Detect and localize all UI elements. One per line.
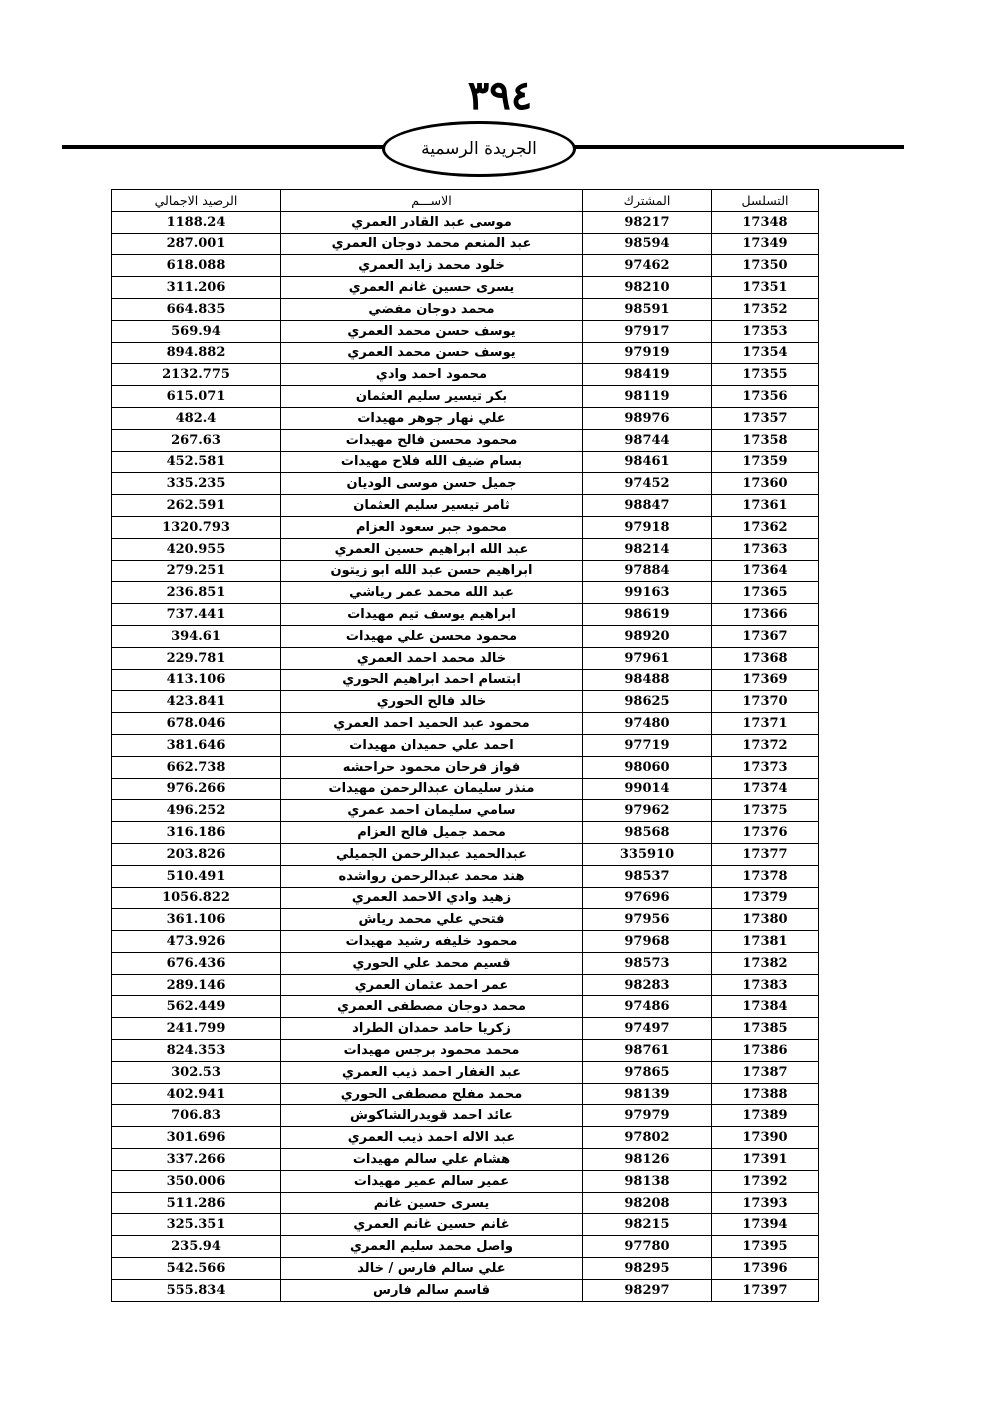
table-row [112, 952, 819, 974]
name-cell: ابراهيم يوسف تيم مهيدات [281, 604, 583, 626]
serial-cell: 17356 [712, 386, 819, 408]
serial-cell: 17390 [712, 1127, 819, 1149]
subscriber-cell: 335910 [583, 843, 712, 865]
subscriber-cell: 98297 [583, 1279, 712, 1301]
subscriber-cell: 98591 [583, 298, 712, 320]
serial-cell: 17382 [712, 952, 819, 974]
balance-cell: 542.566 [112, 1258, 281, 1280]
table-row [112, 407, 819, 429]
serial-cell: 17360 [712, 473, 819, 495]
serial-cell: 17355 [712, 364, 819, 386]
serial-cell: 17387 [712, 1061, 819, 1083]
subscriber-cell: 97462 [583, 255, 712, 277]
name-cell: محمد جميل فالح العزام [281, 822, 583, 844]
subscriber-cell: 98976 [583, 407, 712, 429]
name-cell: قاسم سالم فارس [281, 1279, 583, 1301]
subscriber-cell: 98138 [583, 1170, 712, 1192]
table-header-row [112, 190, 819, 212]
table-row [112, 778, 819, 800]
balance-cell: 279.251 [112, 560, 281, 582]
subscriber-cell: 97979 [583, 1105, 712, 1127]
serial-cell: 17366 [712, 604, 819, 626]
subscriber-cell: 97884 [583, 560, 712, 582]
balance-cell: 473.926 [112, 931, 281, 953]
publication-title: الجريدة الرسمية [421, 139, 537, 159]
balance-cell: 350.006 [112, 1170, 281, 1192]
balance-cell: 262.591 [112, 495, 281, 517]
name-cell: خلود محمد زايد العمري [281, 255, 583, 277]
name-cell: عبد المنعم محمد دوجان العمري [281, 233, 583, 255]
subscriber-cell: 98119 [583, 386, 712, 408]
subscriber-cell: 97696 [583, 887, 712, 909]
table-row [112, 342, 819, 364]
balance-cell: 615.071 [112, 386, 281, 408]
name-cell: عبد الله ابراهيم حسين العمري [281, 538, 583, 560]
balance-cell: 706.83 [112, 1105, 281, 1127]
serial-cell: 17351 [712, 277, 819, 299]
subscriber-cell: 98139 [583, 1083, 712, 1105]
subscriber-cell: 98210 [583, 277, 712, 299]
masthead-oval [382, 121, 576, 177]
subscriber-cell: 98619 [583, 604, 712, 626]
name-cell: محمود جبر سعود العزام [281, 516, 583, 538]
subscriber-cell: 97917 [583, 320, 712, 342]
subscriber-cell: 97497 [583, 1018, 712, 1040]
serial-cell: 17372 [712, 734, 819, 756]
balance-cell: 267.63 [112, 429, 281, 451]
serial-cell: 17368 [712, 647, 819, 669]
subscriber-cell: 98419 [583, 364, 712, 386]
balance-cell: 361.106 [112, 909, 281, 931]
name-cell: بكر تيسير سليم العثمان [281, 386, 583, 408]
serial-cell: 17370 [712, 691, 819, 713]
balance-cell: 413.106 [112, 669, 281, 691]
serial-cell: 17357 [712, 407, 819, 429]
balance-cell: 510.491 [112, 865, 281, 887]
balance-cell: 325.351 [112, 1214, 281, 1236]
balance-cell: 662.738 [112, 756, 281, 778]
serial-cell: 17352 [712, 298, 819, 320]
name-cell: فتحي علي محمد رياش [281, 909, 583, 931]
name-cell: عمير سالم عمير مهيدات [281, 1170, 583, 1192]
serial-cell: 17373 [712, 756, 819, 778]
subscriber-cell: 98744 [583, 429, 712, 451]
name-cell: عبدالحميد عبدالرحمن الجميلي [281, 843, 583, 865]
table-row [112, 255, 819, 277]
serial-cell: 17374 [712, 778, 819, 800]
balance-cell: 241.799 [112, 1018, 281, 1040]
table-row [112, 1105, 819, 1127]
table-row [112, 298, 819, 320]
serial-cell: 17397 [712, 1279, 819, 1301]
table-row [112, 538, 819, 560]
serial-cell: 17349 [712, 233, 819, 255]
balance-cell: 555.834 [112, 1279, 281, 1301]
name-cell: قسيم محمد علي الحوري [281, 952, 583, 974]
name-cell: يوسف حسن محمد العمري [281, 320, 583, 342]
subscriber-cell: 97780 [583, 1236, 712, 1258]
table-row [112, 582, 819, 604]
balance-cell: 381.646 [112, 734, 281, 756]
name-cell: هشام علي سالم مهيدات [281, 1149, 583, 1171]
serial-cell: 17394 [712, 1214, 819, 1236]
name-cell: يسرى حسين غانم [281, 1192, 583, 1214]
serial-cell: 17371 [712, 713, 819, 735]
table-row [112, 713, 819, 735]
table-row [112, 843, 819, 865]
serial-cell: 17377 [712, 843, 819, 865]
name-cell: عائد احمد قويدرالشاكوش [281, 1105, 583, 1127]
subscriber-cell: 97962 [583, 800, 712, 822]
name-cell: غانم حسين غانم العمري [281, 1214, 583, 1236]
subscriber-cell: 98568 [583, 822, 712, 844]
name-cell: زكريا حامد حمدان الطراد [281, 1018, 583, 1040]
subscriber-cell: 98214 [583, 538, 712, 560]
table-row [112, 1192, 819, 1214]
name-cell: عمر احمد عثمان العمري [281, 974, 583, 996]
table-row [112, 560, 819, 582]
serial-cell: 17350 [712, 255, 819, 277]
subscriber-table [111, 189, 819, 1302]
subscriber-cell: 97719 [583, 734, 712, 756]
subscriber-cell: 97961 [583, 647, 712, 669]
table-row [112, 473, 819, 495]
subscriber-cell: 98215 [583, 1214, 712, 1236]
serial-cell: 17381 [712, 931, 819, 953]
table-row [112, 625, 819, 647]
name-cell: محمد دوجان مصطفى العمري [281, 996, 583, 1018]
balance-cell: 337.266 [112, 1149, 281, 1171]
balance-cell: 824.353 [112, 1040, 281, 1062]
serial-cell: 17384 [712, 996, 819, 1018]
balance-cell: 236.851 [112, 582, 281, 604]
table-row [112, 211, 819, 233]
subscriber-cell: 97802 [583, 1127, 712, 1149]
table-row [112, 691, 819, 713]
balance-cell: 737.441 [112, 604, 281, 626]
subscriber-cell: 98847 [583, 495, 712, 517]
balance-cell: 664.835 [112, 298, 281, 320]
balance-cell: 894.882 [112, 342, 281, 364]
table-row [112, 604, 819, 626]
name-cell: زهيد وادي الاحمد العمري [281, 887, 583, 909]
name-cell: ثامر تيسير سليم العثمان [281, 495, 583, 517]
name-cell: يوسف حسن محمد العمري [281, 342, 583, 364]
balance-cell: 203.826 [112, 843, 281, 865]
balance-cell: 287.001 [112, 233, 281, 255]
table-row [112, 887, 819, 909]
subscriber-cell: 98625 [583, 691, 712, 713]
serial-cell: 17359 [712, 451, 819, 473]
table-row [112, 822, 819, 844]
subscriber-cell: 99014 [583, 778, 712, 800]
balance-cell: 335.235 [112, 473, 281, 495]
table-row [112, 996, 819, 1018]
name-cell: محمود محسن فالح مهيدات [281, 429, 583, 451]
balance-cell: 976.266 [112, 778, 281, 800]
table-row [112, 277, 819, 299]
subscriber-cell: 98126 [583, 1149, 712, 1171]
balance-cell: 676.436 [112, 952, 281, 974]
column-header-serial: التسلسل [712, 190, 819, 212]
table-row [112, 320, 819, 342]
table-row [112, 1061, 819, 1083]
table-row [112, 1170, 819, 1192]
serial-cell: 17364 [712, 560, 819, 582]
table-row [112, 756, 819, 778]
serial-cell: 17376 [712, 822, 819, 844]
balance-cell: 394.61 [112, 625, 281, 647]
table-row [112, 800, 819, 822]
table-row [112, 1083, 819, 1105]
balance-cell: 496.252 [112, 800, 281, 822]
balance-cell: 618.088 [112, 255, 281, 277]
subscriber-cell: 98208 [583, 1192, 712, 1214]
subscriber-cell: 98537 [583, 865, 712, 887]
column-header-name: الاســـم [281, 190, 583, 212]
subscriber-cell: 98920 [583, 625, 712, 647]
name-cell: خالد محمد احمد العمري [281, 647, 583, 669]
subscriber-cell: 98060 [583, 756, 712, 778]
subscriber-cell: 97486 [583, 996, 712, 1018]
balance-cell: 289.146 [112, 974, 281, 996]
table-row [112, 1018, 819, 1040]
table-row [112, 909, 819, 931]
balance-cell: 316.186 [112, 822, 281, 844]
serial-cell: 17354 [712, 342, 819, 364]
table-row [112, 1040, 819, 1062]
table-row [112, 364, 819, 386]
serial-cell: 17388 [712, 1083, 819, 1105]
balance-cell: 301.696 [112, 1127, 281, 1149]
serial-cell: 17379 [712, 887, 819, 909]
table-row [112, 451, 819, 473]
table-row [112, 865, 819, 887]
balance-cell: 229.781 [112, 647, 281, 669]
subscriber-cell: 98283 [583, 974, 712, 996]
name-cell: عبد الغفار احمد ذيب العمري [281, 1061, 583, 1083]
table-row [112, 1279, 819, 1301]
table-row [112, 429, 819, 451]
serial-cell: 17391 [712, 1149, 819, 1171]
balance-cell: 1056.822 [112, 887, 281, 909]
serial-cell: 17375 [712, 800, 819, 822]
serial-cell: 17363 [712, 538, 819, 560]
name-cell: علي سالم فارس / خالد [281, 1258, 583, 1280]
serial-cell: 17362 [712, 516, 819, 538]
balance-cell: 423.841 [112, 691, 281, 713]
table-row [112, 386, 819, 408]
serial-cell: 17380 [712, 909, 819, 931]
name-cell: احمد علي حميدان مهيدات [281, 734, 583, 756]
serial-cell: 17395 [712, 1236, 819, 1258]
subscriber-cell: 98761 [583, 1040, 712, 1062]
name-cell: فواز فرحان محمود حراحشه [281, 756, 583, 778]
serial-cell: 17361 [712, 495, 819, 517]
name-cell: محمود احمد وادي [281, 364, 583, 386]
name-cell: محمد محمود برجس مهيدات [281, 1040, 583, 1062]
serial-cell: 17386 [712, 1040, 819, 1062]
serial-cell: 17396 [712, 1258, 819, 1280]
table-row [112, 1149, 819, 1171]
table-row [112, 1127, 819, 1149]
balance-cell: 2132.775 [112, 364, 281, 386]
balance-cell: 1320.793 [112, 516, 281, 538]
name-cell: واصل محمد سليم العمري [281, 1236, 583, 1258]
table-row [112, 1236, 819, 1258]
balance-cell: 420.955 [112, 538, 281, 560]
name-cell: يسرى حسين غانم العمري [281, 277, 583, 299]
column-header-subscriber: المشترك [583, 190, 712, 212]
balance-cell: 302.53 [112, 1061, 281, 1083]
table-row [112, 516, 819, 538]
serial-cell: 17348 [712, 211, 819, 233]
table-row [112, 495, 819, 517]
subscriber-cell: 97452 [583, 473, 712, 495]
subscriber-cell: 97865 [583, 1061, 712, 1083]
name-cell: سامي سليمان احمد عمري [281, 800, 583, 822]
balance-cell: 562.449 [112, 996, 281, 1018]
subscriber-cell: 98594 [583, 233, 712, 255]
serial-cell: 17385 [712, 1018, 819, 1040]
name-cell: محمد دوجان مفضي [281, 298, 583, 320]
subscriber-cell: 97956 [583, 909, 712, 931]
table-row [112, 734, 819, 756]
name-cell: محمد مفلح مصطفى الحوري [281, 1083, 583, 1105]
name-cell: هند محمد عبدالرحمن رواشده [281, 865, 583, 887]
serial-cell: 17358 [712, 429, 819, 451]
serial-cell: 17365 [712, 582, 819, 604]
serial-cell: 17367 [712, 625, 819, 647]
serial-cell: 17369 [712, 669, 819, 691]
page-number: ٣٩٤ [467, 72, 533, 119]
name-cell: محمود محسن علي مهيدات [281, 625, 583, 647]
subscriber-cell: 98295 [583, 1258, 712, 1280]
table-row [112, 647, 819, 669]
balance-cell: 452.581 [112, 451, 281, 473]
subscriber-cell: 99163 [583, 582, 712, 604]
balance-cell: 511.286 [112, 1192, 281, 1214]
name-cell: بسام ضيف الله فلاح مهيدات [281, 451, 583, 473]
balance-cell: 569.94 [112, 320, 281, 342]
subscriber-cell: 98488 [583, 669, 712, 691]
name-cell: محمود عبد الحميد احمد العمري [281, 713, 583, 735]
name-cell: منذر سليمان عبدالرحمن مهيدات [281, 778, 583, 800]
balance-cell: 678.046 [112, 713, 281, 735]
name-cell: خالد فالح الحوري [281, 691, 583, 713]
serial-cell: 17393 [712, 1192, 819, 1214]
serial-cell: 17378 [712, 865, 819, 887]
table-row [112, 931, 819, 953]
name-cell: ابراهيم حسن عبد الله ابو زيتون [281, 560, 583, 582]
name-cell: موسى عبد القادر العمري [281, 211, 583, 233]
name-cell: علي نهار جوهر مهيدات [281, 407, 583, 429]
balance-cell: 402.941 [112, 1083, 281, 1105]
balance-cell: 311.206 [112, 277, 281, 299]
subscriber-cell: 98217 [583, 211, 712, 233]
subscriber-cell: 97919 [583, 342, 712, 364]
table-row [112, 233, 819, 255]
subscriber-cell: 98461 [583, 451, 712, 473]
subscriber-cell: 97480 [583, 713, 712, 735]
serial-cell: 17383 [712, 974, 819, 996]
table-row [112, 974, 819, 996]
table-row [112, 1214, 819, 1236]
name-cell: ابتسام احمد ابراهيم الحوري [281, 669, 583, 691]
subscriber-cell: 97968 [583, 931, 712, 953]
name-cell: عبد الله محمد عمر رياشي [281, 582, 583, 604]
subscriber-cell: 97918 [583, 516, 712, 538]
column-header-balance: الرصيد الاجمالي [112, 190, 281, 212]
balance-cell: 1188.24 [112, 211, 281, 233]
name-cell: محمود خليفه رشيد مهيدات [281, 931, 583, 953]
name-cell: جميل حسن موسى الوديان [281, 473, 583, 495]
serial-cell: 17353 [712, 320, 819, 342]
serial-cell: 17392 [712, 1170, 819, 1192]
name-cell: عبد الاله احمد ذيب العمري [281, 1127, 583, 1149]
table-row [112, 1258, 819, 1280]
subscriber-cell: 98573 [583, 952, 712, 974]
balance-cell: 235.94 [112, 1236, 281, 1258]
balance-cell: 482.4 [112, 407, 281, 429]
serial-cell: 17389 [712, 1105, 819, 1127]
table-row [112, 669, 819, 691]
